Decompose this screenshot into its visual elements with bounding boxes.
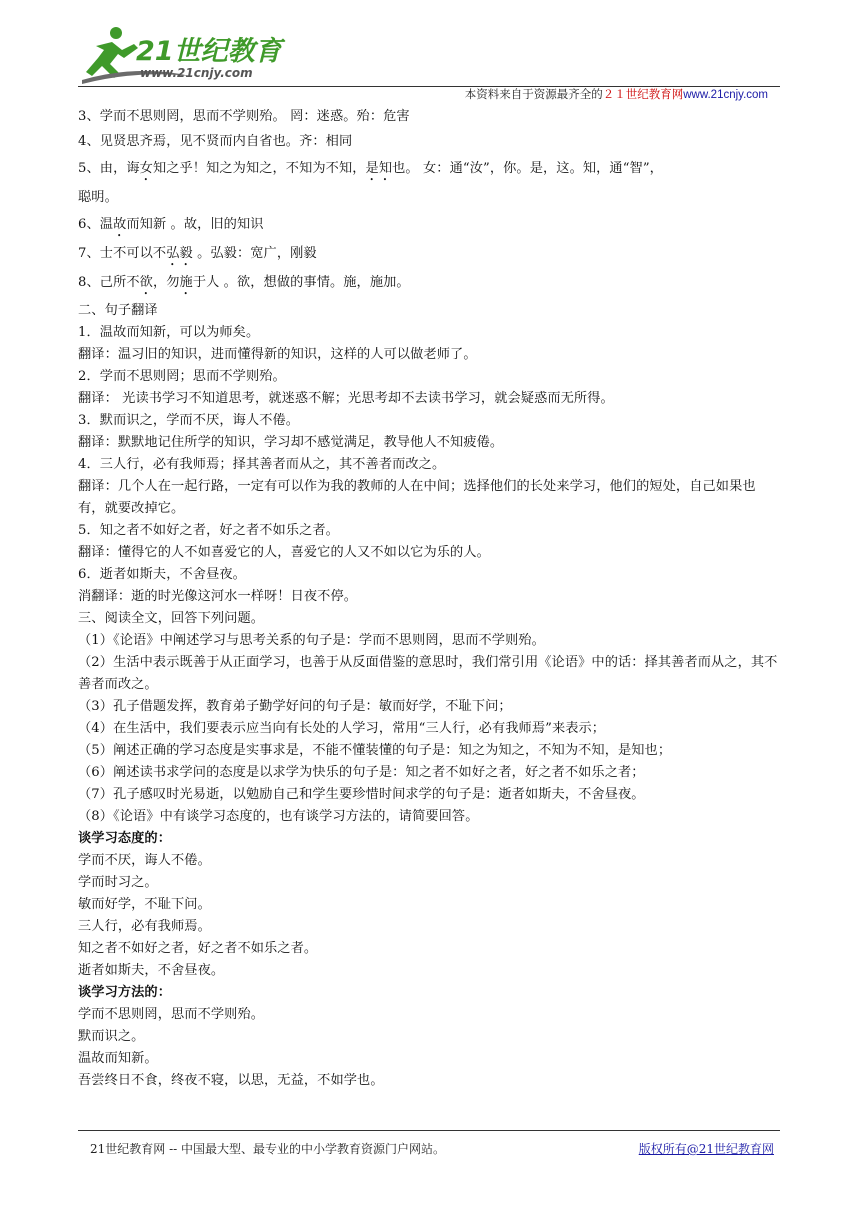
method-heading: 谈学习方法的： [78, 985, 172, 1000]
header-note-url[interactable]: www.21cnjy.com [683, 89, 768, 101]
translation-line: 翻译：懂得它的人不如喜爱它的人，喜爱它的人又不如以它为乐的人。 [78, 545, 490, 560]
method-line: 学而不思则罔，思而不学则殆。 [78, 1007, 265, 1022]
vocab-line-5 [78, 155, 778, 184]
vocab8-dotted-char: 施 [179, 275, 193, 290]
vocab-line-5-cont: 聪明。 [78, 190, 118, 205]
vocab6-part: 而知新 。故，旧的知识 [126, 217, 264, 232]
footer-divider [78, 1130, 780, 1131]
footer-copyright-link[interactable]: 版权所有@21世纪教育网 [638, 1142, 774, 1156]
reading-line: （1）《论语》中阐述学习与思考关系的句子是：学而不思则罔，思而不学则殆。 [78, 633, 545, 648]
vocab-line-6 [78, 211, 778, 240]
vocab7-part: 7、士不可以不 [78, 246, 167, 261]
translation-line: 5．知之者不如好之者，好之者不如乐之者。 [78, 523, 339, 538]
translation-line: 2．学而不思则罔；思而不学则殆。 [78, 369, 286, 384]
translation-heading: 二、句子翻译 [78, 303, 158, 318]
vocab5-part: 也。 女：通“汝”，你。是，这。知，通“智”， [392, 161, 663, 176]
translation-line: 翻译： 光读书学习不知道思考，就迷惑不解；光思考却不去读书学习，就会疑惑而无所得。 [78, 391, 614, 406]
translation-line: 3．默而识之，学而不厌，诲人不倦。 [78, 413, 300, 428]
vocab5-dotted-char: 女 [139, 161, 153, 176]
vocab7-dotted-chars: 弘毅 [166, 246, 193, 261]
attitude-line: 三人行，必有我师焉。 [78, 919, 211, 934]
translation-line: 6．逝者如斯夫，不舍昼夜。 [78, 567, 246, 582]
vocab8-part: 8、己所不 [78, 275, 140, 290]
page-header [78, 20, 780, 101]
vocab6-dotted-char: 故 [113, 217, 127, 232]
reading-line: （4）在生活中，我们要表示应当向有长处的人学习，常用“三人行，必有我师焉”来表示； [78, 721, 606, 736]
header-source-note [465, 86, 768, 102]
vocab8-part: 于人 。欲，想做的事情。施，施加。 [192, 275, 410, 290]
translation-line: 1．温故而知新，可以为师矣。 [78, 325, 260, 340]
vocab-line-7 [78, 240, 778, 269]
method-line: 吾尝终日不食，终夜不寝，以思，无益，不如学也。 [78, 1073, 384, 1088]
vocab5-dotted-char: 是 [365, 161, 379, 176]
translation-line: 消翻译：逝的时光像这河水一样呀！日夜不停。 [78, 589, 358, 604]
attitude-line: 学而时习之。 [78, 875, 158, 890]
vocab5-part: 知之乎！知之为知之，不知为不知， [152, 161, 366, 176]
logo-title: 21世纪教育 [136, 36, 282, 67]
method-line: 默而识之。 [78, 1029, 145, 1044]
attitude-heading: 谈学习态度的： [78, 831, 172, 846]
translation-line: 翻译：默默地记住所学的知识，学习却不感觉满足，教导他人不知疲倦。 [78, 435, 504, 450]
reading-line: （5）阐述正确的学习态度是实事求是，不能不懂装懂的句子是：知之为知之，不知为不知，是知也； [78, 743, 672, 758]
logo-figure-head-icon [110, 27, 122, 39]
attitude-line: 学而不厌，诲人不倦。 [78, 853, 211, 868]
vocab5-part: 5、由，诲 [78, 161, 140, 176]
vocab8-part: ，勿 [152, 275, 180, 290]
attitude-line: 敏而好学，不耻下问。 [78, 897, 211, 912]
reading-line: （3）孔子借题发挥，教育弟子勤学好问的句子是：敏而好学，不耻下问； [78, 699, 512, 714]
main-content [78, 106, 778, 1092]
attitude-line: 逝者如斯夫，不舍昼夜。 [78, 963, 225, 978]
header-note-prefix: 本资料来自于资源最齐全的 [464, 89, 603, 101]
logo-url: www.21cnjy.com [140, 66, 253, 80]
header-divider [78, 86, 780, 87]
attitude-line: 知之者不如好之者，好之者不如乐之者。 [78, 941, 318, 956]
reading-heading: 三、阅读全文，回答下列问题。 [78, 611, 265, 626]
vocab5-dotted-char: 知 [378, 161, 393, 176]
reading-line: （7）孔子感叹时光易逝，以勉励自己和学生要珍惜时间求学的句子是：逝者如斯夫，不舍昼夜。 [78, 787, 645, 802]
vocab8-dotted-char: 欲 [139, 275, 153, 290]
reading-line: （8）《论语》中有谈学习态度的，也有谈学习方法的，请简要回答。 [78, 809, 479, 824]
reading-line: （2）生活中表示既善于从正面学习，也善于从反面借鉴的意思时，我们常引用《论语》中的话：择其善者而从之，其不善者而改之。 [78, 655, 778, 692]
translation-line: 翻译：几个人在一起行路，一定有可以作为我的教师的人在中间；选择他们的长处来学习，他们的短处，自己如果也有，就要改掉它。 [78, 479, 756, 516]
vocab-line-3: 3、学而不思则罔，思而不学则殆。 罔：迷惑。殆：危害 [78, 109, 410, 124]
header-note-brand[interactable]: ２１世纪教育网 [602, 89, 684, 101]
translation-line: 翻译：温习旧的知识，进而懂得新的知识，这样的人可以做老师了。 [78, 347, 477, 362]
vocab-line-8 [78, 269, 778, 298]
translation-line: 4．三人行，必有我师焉；择其善者而从之，其不善者而改之。 [78, 457, 446, 472]
site-logo[interactable] [78, 20, 298, 86]
vocab7-part: 。弘毅：宽广，刚毅 [192, 246, 317, 261]
method-line: 温故而知新。 [78, 1051, 158, 1066]
vocab-line-4: 4、见贤思齐焉，见不贤而内自省也。齐：相同 [78, 134, 353, 149]
vocab6-part: 6、温 [78, 217, 114, 232]
footer-site-description: 21世纪教育网 -- 中国最大型、最专业的中小学教育资源门户网站。 [90, 1142, 446, 1156]
reading-line: （6）阐述读书求学问的态度是以求学为快乐的句子是：知之者不如好之者，好之者不如乐之者； [78, 765, 645, 780]
